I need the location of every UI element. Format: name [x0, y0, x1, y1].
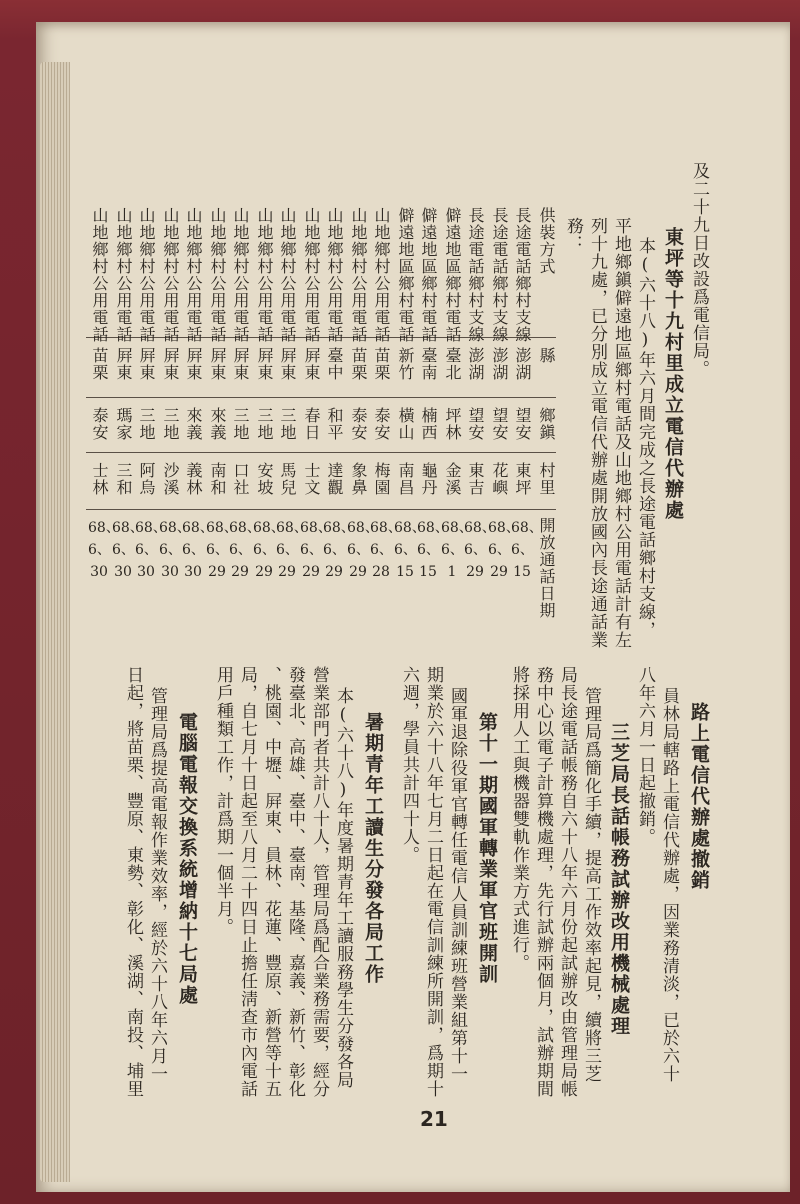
- date-part: 68、: [464, 520, 496, 536]
- date-part: 6、: [88, 542, 111, 558]
- table-cell-town: 泰安: [90, 407, 109, 441]
- date-part: 6、: [488, 542, 511, 558]
- date-part: 6、: [253, 542, 276, 558]
- table-cell-village: 花嶼: [490, 462, 509, 496]
- date-part: 68、: [112, 520, 144, 536]
- date-part: 68、: [347, 520, 379, 536]
- table-cell-town: 三地: [278, 407, 297, 441]
- date-part: 68、: [323, 520, 355, 536]
- date-part: 68、: [229, 520, 261, 536]
- paragraph-line: 列十九處，已分別成立電信代辦處開放國內長途通話業: [587, 217, 607, 649]
- table-rule: [86, 452, 556, 453]
- date-part: 6、: [135, 542, 158, 558]
- table-cell-town: 橫山: [396, 407, 415, 441]
- table-cell-town: 三地: [255, 407, 274, 441]
- table-cell-county: 新竹: [396, 347, 415, 381]
- table-cell-town: 三地: [161, 407, 180, 441]
- article2-line: 務中心以電子計算機處理，先行試辦兩個月，試辦期間: [533, 666, 553, 1098]
- table-cell-type: 山地鄉村公用電話: [255, 207, 274, 343]
- article2-line: 局長途電話帳務自六十八年六月份起試辦改由管理局帳: [557, 666, 577, 1098]
- date-part: 15: [419, 564, 437, 580]
- date-part: 68、: [441, 520, 473, 536]
- table-cell-village: 東吉: [466, 462, 485, 496]
- date-part: 68、: [159, 520, 191, 536]
- date-part: 6、: [370, 542, 393, 558]
- article4-line: 局，自七月十日起至八月二十四日止擔任淸查市內電話: [237, 666, 257, 1098]
- date-part: 6、: [112, 542, 135, 558]
- date-part: 6、: [229, 542, 252, 558]
- article4-line: 營業部門者共計八十人，管理局爲配合業務需要，經分: [309, 666, 329, 1098]
- table-cell-village: 達觀: [325, 462, 344, 496]
- article1-heading: 路上電信代辦處撤銷: [688, 702, 710, 891]
- table-cell-type: 長途電話鄉村支線: [490, 207, 509, 343]
- date-part: 6、: [394, 542, 417, 558]
- table-cell-type: 山地鄉村公用電話: [231, 207, 250, 343]
- article4-line: 用戶種類工作，計爲期一個半月。: [213, 666, 233, 936]
- date-part: 6、: [464, 542, 487, 558]
- table-rule: [86, 337, 556, 338]
- table-cell-county: 臺北: [443, 347, 462, 381]
- table-cell-town: 坪林: [443, 407, 462, 441]
- table-cell-village: 象鼻: [349, 462, 368, 496]
- date-part: 68、: [88, 520, 120, 536]
- table-cell-town: 三地: [137, 407, 156, 441]
- table-cell-county: 苗栗: [349, 347, 368, 381]
- article3-line: 期業於六十八年七月二日起在電信訓練所開訓，爲期十: [423, 666, 443, 1098]
- date-part: 29: [490, 564, 508, 580]
- table-cell-village: 士文: [302, 462, 321, 496]
- table-cell-type: 僻遠地區鄉村電話: [443, 207, 462, 343]
- table-cell-village: 龜丹: [419, 462, 438, 496]
- date-part: 68、: [417, 520, 449, 536]
- header-county: 縣: [537, 347, 556, 364]
- date-part: 6、: [323, 542, 346, 558]
- table-cell-type: 山地鄉村公用電話: [372, 207, 391, 343]
- date-part: 6、: [417, 542, 440, 558]
- table-cell-county: 屛東: [184, 347, 203, 381]
- article4-heading: 暑期青年工讀生分發各局工作: [362, 712, 384, 985]
- table-cell-village: 南和: [208, 462, 227, 496]
- table-cell-village: 士林: [90, 462, 109, 496]
- table-cell-town: 望安: [490, 407, 509, 441]
- article2-heading: 三芝局長話帳務試辦改用機械處理: [608, 722, 630, 1037]
- table-cell-county: 苗栗: [372, 347, 391, 381]
- table-cell-town: 來義: [208, 407, 227, 441]
- table-cell-type: 山地鄉村公用電話: [302, 207, 321, 343]
- table-cell-town: 春日: [302, 407, 321, 441]
- table-cell-town: 望安: [513, 407, 532, 441]
- table-cell-village: 東坪: [513, 462, 532, 496]
- table-cell-county: 屛東: [231, 347, 250, 381]
- table-cell-county: 苗栗: [90, 347, 109, 381]
- paragraph-line: 平地鄉鎭僻遠地區鄉村電話及山地鄉村公用電話計有左: [611, 217, 631, 649]
- table-cell-type: 山地鄉村公用電話: [90, 207, 109, 343]
- date-part: 1: [447, 564, 457, 580]
- paragraph-line: 本(六十八)年六月間完成之長途電話鄉村支線，: [635, 237, 655, 639]
- document-page: [36, 22, 790, 1192]
- article4-line: 發臺北、高雄、臺中、臺南、基隆、嘉義、新竹、彰化: [285, 666, 305, 1098]
- article2-line: 管理局爲簡化手續，提高工作效率起見，續將三芝: [581, 687, 601, 1083]
- table-cell-town: 來義: [184, 407, 203, 441]
- date-part: 29: [325, 564, 343, 580]
- date-part: 68、: [253, 520, 285, 536]
- header-town: 鄉鎭: [537, 407, 556, 441]
- table-cell-county: 屛東: [161, 347, 180, 381]
- table-cell-town: 三地: [231, 407, 250, 441]
- table-cell-town: 和平: [325, 407, 344, 441]
- date-part: 68、: [370, 520, 402, 536]
- date-part: 68、: [182, 520, 214, 536]
- date-part: 6、: [182, 542, 205, 558]
- table-rule: [86, 509, 556, 510]
- table-cell-type: 山地鄉村公用電話: [349, 207, 368, 343]
- table-cell-village: 沙溪: [161, 462, 180, 496]
- page-number: 21: [420, 1107, 448, 1131]
- table-cell-type: 山地鄉村公用電話: [161, 207, 180, 343]
- table-cell-type: 山地鄉村公用電話: [325, 207, 344, 343]
- article1-line: 八年六月一日起撤銷。: [635, 666, 655, 846]
- article2-line: 將採用人工與機器雙軌作業方式進行。: [509, 666, 529, 972]
- section-heading: 東坪等十九村里成立電信代辦處: [662, 227, 684, 521]
- table-rule: [86, 397, 556, 398]
- table-cell-county: 澎湖: [513, 347, 532, 381]
- date-part: 30: [114, 564, 132, 580]
- date-part: 15: [396, 564, 414, 580]
- date-part: 68、: [511, 520, 543, 536]
- table-cell-county: 屛東: [137, 347, 156, 381]
- article5-line: 管理局爲提高電報作業效率，經於六十八年六月一: [147, 687, 167, 1083]
- date-part: 68、: [488, 520, 520, 536]
- table-cell-county: 屛東: [208, 347, 227, 381]
- table-cell-town: 楠西: [419, 407, 438, 441]
- page-edges: [40, 62, 70, 1182]
- table-cell-town: 望安: [466, 407, 485, 441]
- table-cell-village: 阿烏: [137, 462, 156, 496]
- table-cell-type: 山地鄉村公用電話: [114, 207, 133, 343]
- table-cell-village: 南昌: [396, 462, 415, 496]
- date-part: 6、: [276, 542, 299, 558]
- table-cell-village: 三和: [114, 462, 133, 496]
- article5-line: 日起，將苗栗、豐原、東勢、彰化、溪湖、南投、埔里: [123, 666, 143, 1098]
- date-part: 29: [349, 564, 367, 580]
- date-part: 15: [513, 564, 531, 580]
- table-cell-town: 泰安: [349, 407, 368, 441]
- date-part: 6、: [347, 542, 370, 558]
- table-cell-type: 長途電話鄉村支線: [466, 207, 485, 343]
- date-part: 6、: [206, 542, 229, 558]
- date-part: 29: [466, 564, 484, 580]
- section-divider: [86, 634, 736, 635]
- date-part: 29: [231, 564, 249, 580]
- header-type: 供裝方式: [537, 207, 556, 275]
- date-part: 30: [90, 564, 108, 580]
- table-cell-county: 屛東: [255, 347, 274, 381]
- table-cell-village: 金溪: [443, 462, 462, 496]
- header-village: 村里: [537, 462, 556, 496]
- date-part: 28: [372, 564, 390, 580]
- article3-heading: 第十一期國軍轉業軍官班開訓: [476, 712, 498, 985]
- article1-line: 員林局轄路上電信代辦處，因業務清淡，已於六十: [659, 687, 679, 1083]
- date-part: 29: [278, 564, 296, 580]
- date-part: 68、: [206, 520, 238, 536]
- table-cell-type: 長途電話鄉村支線: [513, 207, 532, 343]
- table-cell-type: 山地鄉村公用電話: [184, 207, 203, 343]
- date-part: 68、: [394, 520, 426, 536]
- article4-line: 本(六十八)年度暑期青年工讀服務學生分發各局: [333, 687, 353, 1089]
- table-cell-county: 屛東: [278, 347, 297, 381]
- date-part: 29: [302, 564, 320, 580]
- date-part: 6、: [300, 542, 323, 558]
- table-cell-county: 臺中: [325, 347, 344, 381]
- table-cell-date: [88, 517, 120, 583]
- lead-line: 及二十九日改設爲電信局。: [689, 162, 709, 378]
- table-cell-type: 僻遠地區鄉村電話: [396, 207, 415, 343]
- table-cell-town: 瑪家: [114, 407, 133, 441]
- table-cell-type: 山地鄉村公用電話: [278, 207, 297, 343]
- date-part: 68、: [135, 520, 167, 536]
- paragraph-line: 務：: [563, 217, 583, 253]
- table-cell-village: 口社: [231, 462, 250, 496]
- table-cell-village: 義林: [184, 462, 203, 496]
- article5-heading: 電腦電報交換系統增納十七局處: [176, 712, 198, 1006]
- date-part: 29: [208, 564, 226, 580]
- table-cell-county: 屛東: [114, 347, 133, 381]
- table-cell-town: 泰安: [372, 407, 391, 441]
- date-part: 68、: [300, 520, 332, 536]
- header-date: 開放通話日期: [537, 517, 556, 619]
- table-cell-county: 屛東: [302, 347, 321, 381]
- date-part: 30: [184, 564, 202, 580]
- article4-line: 、桃園、中壢、屛東、員林、花蓮、豐原、新營等十五: [261, 666, 281, 1098]
- article3-line: 六週，學員共計四十人。: [399, 666, 419, 864]
- article3-line: 國軍退除役軍官轉任電信人員訓練班營業組第十一: [447, 687, 467, 1083]
- table-cell-village: 梅園: [372, 462, 391, 496]
- table-cell-type: 山地鄉村公用電話: [137, 207, 156, 343]
- date-part: 6、: [511, 542, 534, 558]
- table-cell-village: 安坡: [255, 462, 274, 496]
- table-cell-county: 澎湖: [466, 347, 485, 381]
- table-cell-type: 山地鄉村公用電話: [208, 207, 227, 343]
- date-part: 6、: [441, 542, 464, 558]
- date-part: 29: [255, 564, 273, 580]
- table-cell-county: 臺南: [419, 347, 438, 381]
- table-cell-county: 澎湖: [490, 347, 509, 381]
- date-part: 30: [137, 564, 155, 580]
- table-cell-type: 僻遠地區鄉村電話: [419, 207, 438, 343]
- date-part: 30: [161, 564, 179, 580]
- date-part: 68、: [276, 520, 308, 536]
- table-cell-village: 馬兒: [278, 462, 297, 496]
- date-part: 6、: [159, 542, 182, 558]
